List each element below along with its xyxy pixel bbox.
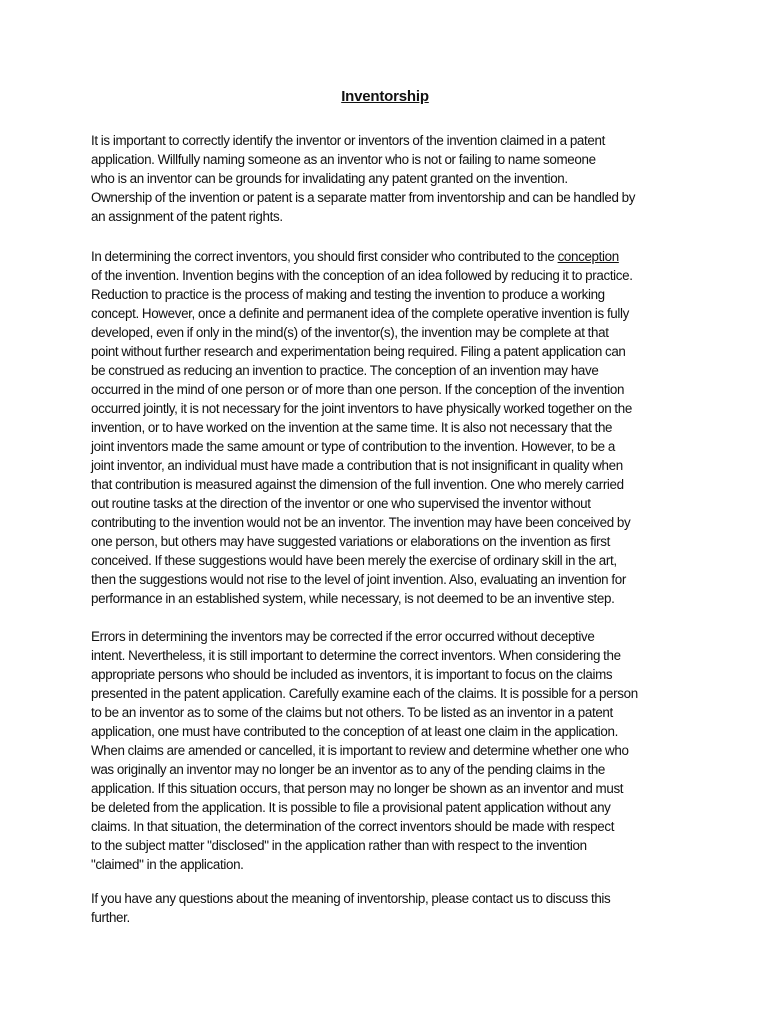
paragraph-2 bbox=[91, 247, 681, 608]
paragraph-line: point without further research and experimentation being required. Filing a patent application can bbox=[91, 344, 626, 359]
paragraph-line: conceived. If these suggestions would have been merely the exercise of ordinary skill in the art, bbox=[91, 553, 617, 568]
paragraph-line: Ownership of the invention or patent is a separate matter from inventorship and can be handled by bbox=[91, 190, 636, 205]
paragraph-line: developed, even if only in the mind(s) of the inventor(s), the invention may be complete at that bbox=[91, 325, 609, 340]
paragraph-4 bbox=[91, 889, 681, 927]
paragraph-line: who is an inventor can be grounds for invalidating any patent granted on the invention. bbox=[91, 171, 568, 186]
paragraph-line: that contribution is measured against the dimension of the full invention. One who merely carried bbox=[91, 477, 624, 492]
paragraph-3 bbox=[91, 627, 681, 874]
paragraph-line: "claimed" in the application. bbox=[91, 857, 244, 872]
paragraph-line: to the subject matter "disclosed" in the application rather than with respect to the invention bbox=[91, 838, 587, 853]
paragraph-line: application. Willfully naming someone as an inventor who is not or failing to name someone bbox=[91, 152, 596, 167]
paragraph-line: invention, or to have worked on the invention at the same time. It is also not necessary that the bbox=[91, 420, 613, 435]
paragraph-line: was originally an inventor may no longer be an inventor as to any of the pending claims in the bbox=[91, 762, 606, 777]
paragraph-first-line bbox=[91, 247, 681, 266]
paragraph-line: application, one must have contributed to the conception of at least one claim in the application. bbox=[91, 724, 618, 739]
paragraph-line: Errors in determining the inventors may be corrected if the error occurred without deceptive bbox=[91, 629, 595, 644]
paragraph-line: occurred jointly, it is not necessary for the joint inventors to have physically worked together on the bbox=[91, 401, 632, 416]
paragraph-line: joint inventors made the same amount or type of contribution to the invention. However, to be a bbox=[91, 439, 615, 454]
paragraph-line: be deleted from the application. It is possible to file a provisional patent application without any bbox=[91, 800, 611, 815]
paragraph-line: further. bbox=[91, 910, 130, 925]
paragraph-line: application. If this situation occurs, that person may no longer be shown as an inventor and must bbox=[91, 781, 624, 796]
paragraph-line: of the invention. Invention begins with the conception of an idea followed by reducing it to practice. bbox=[91, 268, 633, 283]
paragraph-line: concept. However, once a definite and permanent idea of the complete operative invention is fully bbox=[91, 306, 630, 321]
paragraph-line: an assignment of the patent rights. bbox=[91, 209, 283, 224]
paragraph-line: intent. Nevertheless, it is still important to determine the correct inventors. When considering the bbox=[91, 648, 621, 663]
conception-link[interactable]: conception bbox=[557, 249, 619, 264]
paragraph-line: out routine tasks at the direction of the inventor or one who supervised the inventor without bbox=[91, 496, 591, 511]
paragraph-line: then the suggestions would not rise to the level of joint invention. Also, evaluating an invention for bbox=[91, 572, 626, 587]
paragraph-line: to be an inventor as to some of the claims but not others. To be listed as an inventor in a patent bbox=[91, 705, 613, 720]
paragraph-line: When claims are amended or cancelled, it is important to review and determine whether one who bbox=[91, 743, 629, 758]
paragraph-line: performance in an established system, while necessary, is not deemed to be an inventive step. bbox=[91, 591, 615, 606]
paragraph-line: joint inventor, an individual must have made a contribution that is not insignificant in quality when bbox=[91, 458, 623, 473]
paragraph-line: claims. In that situation, the determination of the correct inventors should be made with respect bbox=[91, 819, 615, 834]
document-title: Inventorship bbox=[341, 88, 429, 105]
paragraph-line: presented in the patent application. Carefully examine each of the claims. It is possible for a person bbox=[91, 686, 638, 701]
paragraph-line: one person, but others may have suggested variations or elaborations on the invention as first bbox=[91, 534, 610, 549]
paragraph-line: It is important to correctly identify the inventor or inventors of the invention claimed in a patent bbox=[91, 133, 605, 148]
paragraph-1 bbox=[91, 131, 681, 226]
paragraph-line: appropriate persons who should be included as inventors, it is important to focus on the claims bbox=[91, 667, 613, 682]
paragraph-line: contributing to the invention would not be an inventor. The invention may have been conceived by bbox=[91, 515, 631, 530]
paragraph-line: If you have any questions about the meaning of inventorship, please contact us to discuss this bbox=[91, 891, 611, 906]
paragraph-line: Reduction to practice is the process of making and testing the invention to produce a working bbox=[91, 287, 605, 302]
paragraph-line: be construed as reducing an invention to practice. The conception of an invention may have bbox=[91, 363, 599, 378]
paragraph-line: occurred in the mind of one person or of more than one person. If the conception of the invention bbox=[91, 382, 625, 397]
paragraph-line-prefix: In determining the correct inventors, you should first consider who contributed to the bbox=[91, 249, 558, 264]
